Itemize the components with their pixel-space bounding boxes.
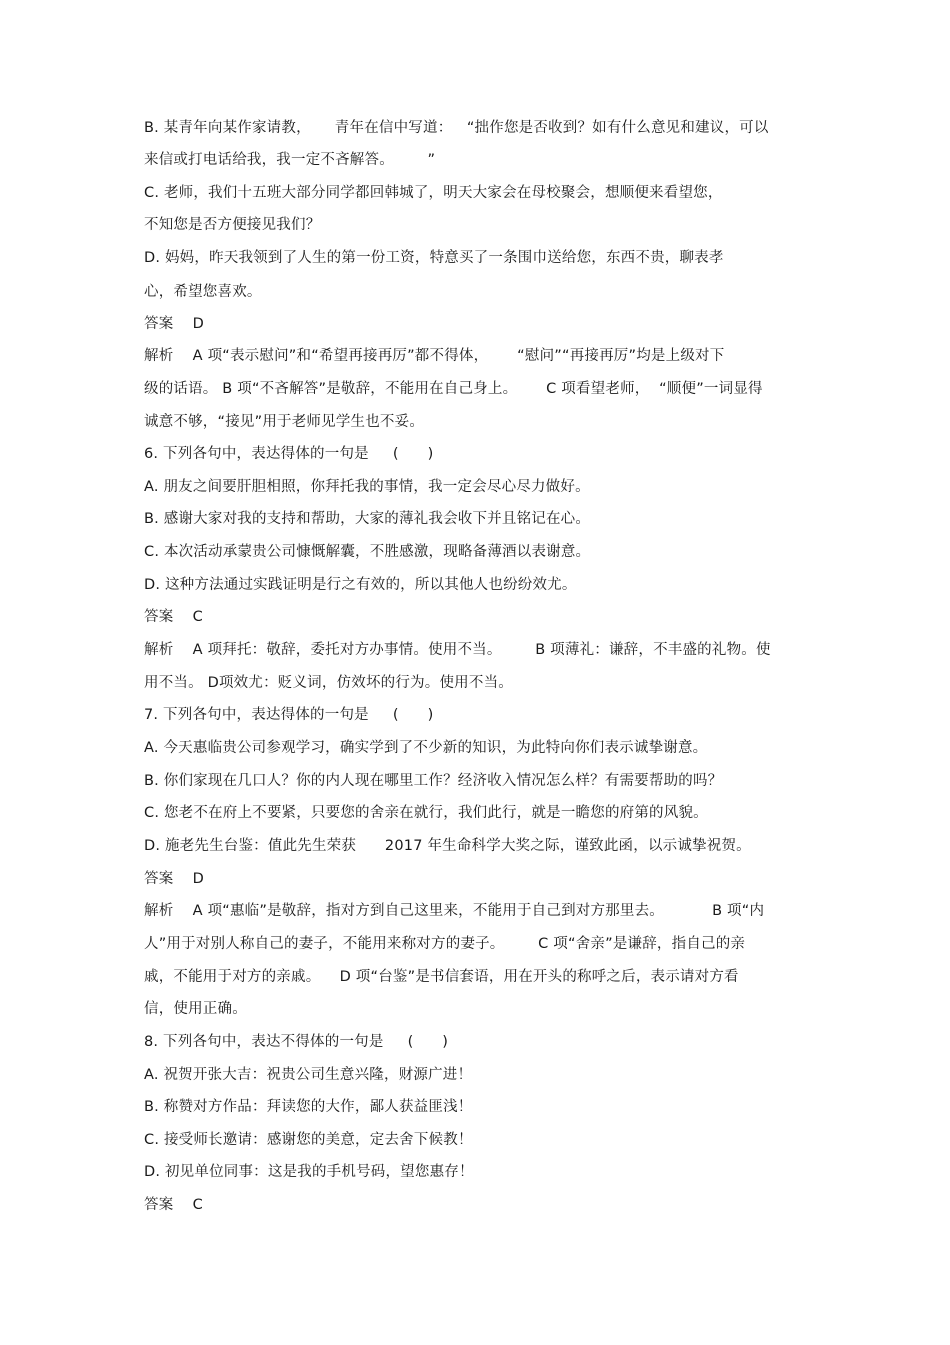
analysis-5-line2: 级的话语。 B 项“不吝解答”是敬辞，不能用在自己身上。 C 项看望老师， “顺便”一词显得: [144, 381, 763, 397]
question-8: 8. 下列各句中，表达不得体的一句是 ( ): [144, 1034, 449, 1050]
analysis-5-line3: 诚意不够，“接见”用于老师见学生也不妥。: [144, 414, 425, 430]
answer-8: 答案 C: [144, 1197, 203, 1213]
analysis-7-line4: 信，使用正确。: [144, 1001, 247, 1017]
analysis-5-line1: 解析 A 项“表示慰问”和“希望再接再厉”都不得体， “慰问”“再接再厉”均是上级对下: [144, 348, 725, 364]
option-8d: D. 初见单位同事：这是我的手机号码，望您惠存！: [144, 1164, 474, 1180]
analysis-6-line2: 用不当。 D项效尤：贬义词，仿效坏的行为。使用不当。: [144, 675, 513, 691]
option-6d: D. 这种方法通过实践证明是行之有效的，所以其他人也纷纷效尤。: [144, 577, 577, 593]
answer-7: 答案 D: [144, 871, 205, 887]
analysis-7-line3: 戚，不能用于对方的亲戚。 D 项“台鉴”是书信套语，用在开头的称呼之后，表示请对方看: [144, 969, 739, 985]
answer-6: 答案 C: [144, 609, 203, 625]
option-7d: D. 施老先生台鉴：值此先生荣获 2017 年生命科学大奖之际，谨致此函，以示诚挚祝贺。: [144, 838, 751, 854]
question-6: 6. 下列各句中，表达得体的一句是 ( ): [144, 446, 434, 462]
question-7: 7. 下列各句中，表达得体的一句是 ( ): [144, 707, 434, 723]
option-5d-line2: 心，希望您喜欢。: [144, 284, 262, 300]
analysis-7-line1: 解析 A 项“惠临”是敬辞，指对方到自己这里来，不能用于自己到对方那里去。 B 项“内: [144, 903, 765, 919]
option-6b: B. 感谢大家对我的支持和帮助，大家的薄礼我会收下并且铭记在心。: [144, 511, 591, 527]
option-8c: C. 接受师长邀请：感谢您的美意，定去舍下候教！: [144, 1132, 473, 1148]
analysis-7-line2: 人”用于对别人称自己的妻子，不能用来称对方的妻子。 C 项“舍亲”是谦辞，指自己的亲: [144, 936, 746, 952]
option-8a: A. 祝贺开张大吉：祝贵公司生意兴隆，财源广进！: [144, 1067, 473, 1083]
option-5c-line1: C. 老师，我们十五班大部分同学都回韩城了，明天大家会在母校聚会，想顺便来看望您，: [144, 185, 723, 201]
option-7c: C. 您老不在府上不要紧，只要您的舍亲在就行，我们此行，就是一瞻您的府第的风貌。: [144, 805, 708, 821]
option-6a: A. 朋友之间要肝胆相照，你拜托我的事情，我一定会尽心尽力做好。: [144, 479, 590, 495]
analysis-6-line1: 解析 A 项拜托：敬辞，委托对方办事情。使用不当。 B 项薄礼：谦辞，不丰盛的礼物。使: [144, 642, 771, 658]
option-6c: C. 本次活动承蒙贵公司慷慨解囊，不胜感激，现略备薄酒以表谢意。: [144, 544, 591, 560]
option-5d-line1: D. 妈妈，昨天我领到了人生的第一份工资，特意买了一条围巾送给您，东西不贵，聊表孝: [144, 250, 724, 266]
option-5c-line2: 不知您是否方便接见我们？: [144, 217, 321, 233]
answer-5: 答案 D: [144, 316, 205, 332]
option-7b: B. 你们家现在几口人？你的内人现在哪里工作？经济收入情况怎么样？有需要帮助的吗？: [144, 773, 723, 789]
option-5b-line1: B. 某青年向某作家请教， 青年在信中写道： “拙作您是否收到？如有什么意见和建议，可以: [144, 120, 769, 136]
option-5b-line2: 来信或打电话给我，我一定不吝解答。 ”: [144, 152, 436, 168]
option-7a: A. 今天惠临贵公司参观学习，确实学到了不少新的知识，为此特向你们表示诚挚谢意。: [144, 740, 708, 756]
option-8b: B. 称赞对方作品：拜读您的大作，鄙人获益匪浅！: [144, 1099, 473, 1115]
